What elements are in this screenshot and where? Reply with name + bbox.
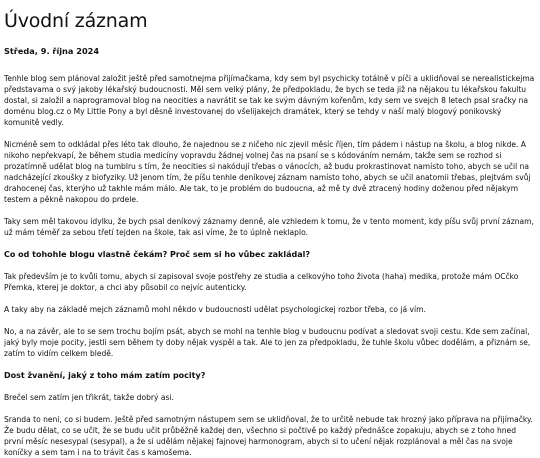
paragraph-text: Sranda to neni, co si budem. Ještě před samotným nástupem sem se uklidňoval, že to určitě nebude tak hrozný jako příprava na přijímačky. Že budu dělat, co se učit, že se budu učit průběžně každej den, všechno si počtivě po každý přednášce zopakuju, abych se z toho hned první měsíc nesesypal (sesypal), a že si udělám nějakej fajnovej harmonogram, abych si to učení nějak rozplánoval a měl čas na svoje koníčky a sem tam i na to trávit čas s kamošema. <box>4 415 533 457</box>
paragraph-text: Brečel sem zatím jen třikrát, takže dobrý asi. <box>4 393 174 402</box>
paragraph <box>4 73 536 128</box>
paragraph <box>4 216 536 238</box>
paragraph <box>4 271 536 293</box>
paragraph <box>4 139 536 205</box>
paragraph <box>4 326 536 359</box>
paragraph-text: Tak především je to kvůli tomu, abych si zapisoval svoje postřehy ze studia a celkovýho toho života (haha) medika, protože mám OCčko Přemka, kterej je doktor, a chci aby působil co nejvíc autenticky. <box>4 272 519 292</box>
section-heading: Dost žvanění, jaký z toho mám zatím pocity? <box>4 371 206 380</box>
paragraph-text: A taky aby na základě mejch záznamů mohl někdo v budoucnosti udělat psychologickej rozbor třeba, co já vím. <box>4 305 426 314</box>
post-date: Středa, 9. října 2024 <box>4 46 100 56</box>
paragraph-text: Taky sem měl takovou idylku, že bych psal deníkový záznamy denně, ale vzhledem k tomu, že v tento moment, kdy píšu svůj první záznam, už mám téměř za sebou třetí tejden na škole, tak asi víme, že to úplně neklaplo. <box>4 217 534 237</box>
paragraph <box>4 392 536 403</box>
paragraph <box>4 414 536 458</box>
paragraph <box>4 304 536 315</box>
paragraph-text: Nicméně sem to odkládal přes léto tak dlouho, že najednou se z ničeho nic zjevil měsíc říjen, tím pádem i nástup na školu, a blog nikde. A nikoho nepřekvapí, že během studia medicíny vopravdu žádnej volnej čas na psaní se s kódováním nemám, takže sem se rozhod si prozatímně udělat blog na tumblru s tím, že neocities si nakódují třebas o vánocích, až budu prokrastinovat namísto toho, abych se učil na nadcházející zkoušky z biofyziky. Už jenom tím, že píšu tenhle deníkovej záznam namísto toho, abych se učil anatomii třebas, plejtvám svůj drahocenej čas, kterýho už takhle mám málo. Ale tak, to je problém do budoucna, až mě ty dvě ztracený hodiny doženou před nějakym testem a pěkně nakopou do prdele. <box>4 140 531 204</box>
post-title: Úvodní záznam <box>4 10 148 32</box>
paragraph-text: Tenhle blog sem plánoval založit ještě před samotnejma přijímačkama, kdy sem byl psychicky totálně v píči a uklidňoval se nerealistickejma představama o svý jakoby lékařský budoucnosti. Měl sem velký plány, že předpokladu, že bych se teda již na nějakou tu lékařskou fakultu dostal, si založil a naprogramoval blog na neocities a navrátit se tak ke svým dávným kořenům, kdy sem ve svejch 8 letech psal sračky na doménu blog.cz o My Little Pony a byl děsně investovanej do všelijakejch dramátek, který se tehdy v naší malý blogový ponikovský komunitě vedly. <box>4 74 535 127</box>
section-heading: Co od tohohle blogu vlastně čekám? Proč sem si ho vůbec zakládal? <box>4 250 311 259</box>
paragraph-text: No, a na závěr, ale to se sem trochu bojím psát, abych se mohl na tenhle blog v budoucnu podívat a sledovat svoji cestu. Kde sem začínal, jaký byly moje pocity, jestli sem během ty doby nějak vyspěl a tak. Ale to jen za předpokladu, že tuhle školu vůbec dodělám, a přiznám se, zatím to vidím celkem bledě. <box>4 327 531 358</box>
